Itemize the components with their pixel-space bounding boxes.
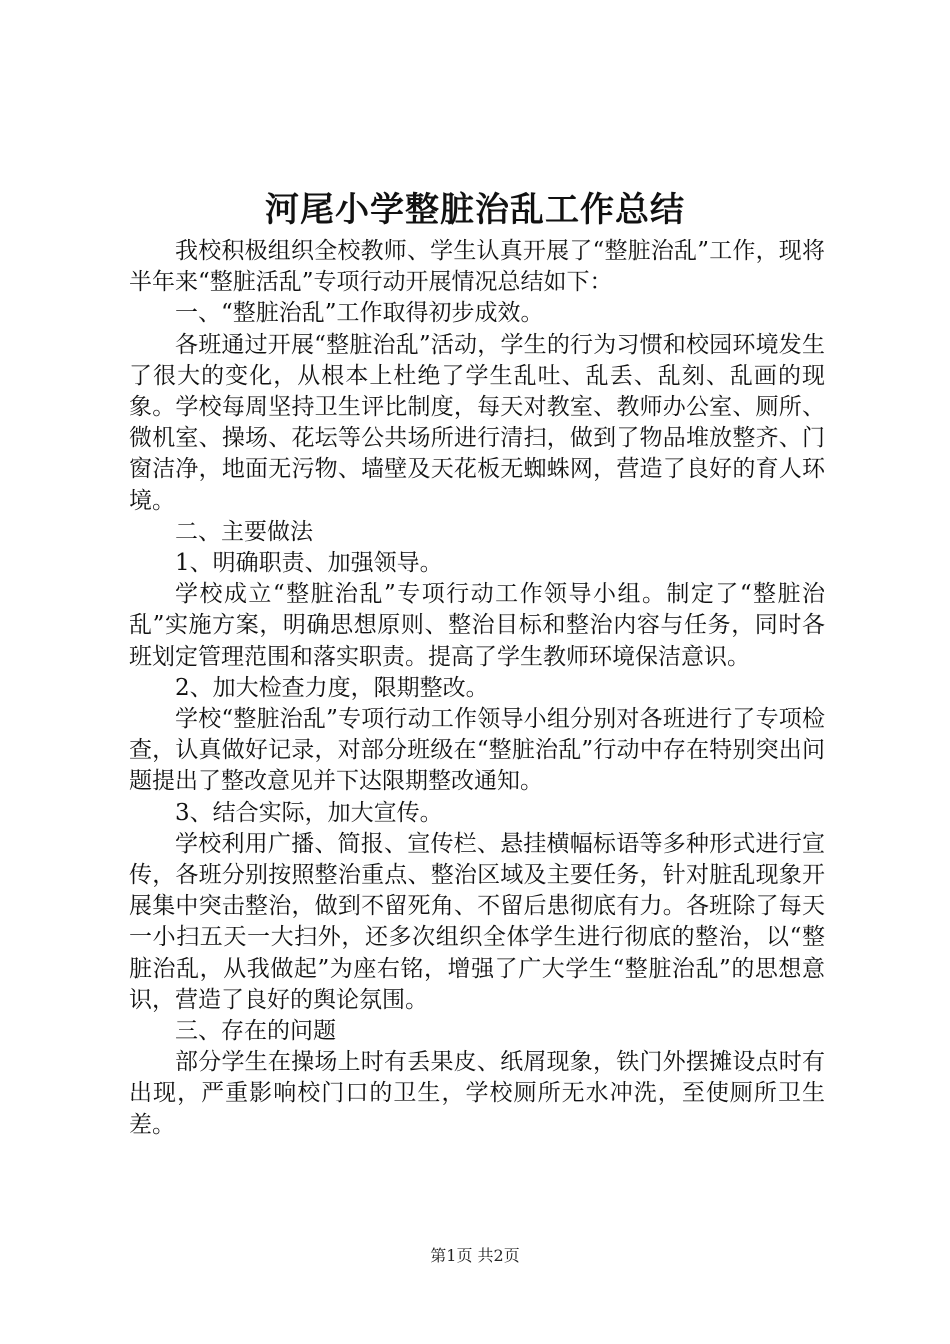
document-title: 河尾小学整脏治乱工作总结	[265, 190, 685, 230]
paragraph-leadership: 学校成立“整脏治乱”专项行动工作领导小组。制定了“整脏治乱”实施方案，明确思想原则、整治目标和整治内容与任务，同时各班划定管理范围和落实职责。提高了学生教师环境保洁意识。	[129, 581, 825, 670]
page-footer: 第1页 共2页	[430, 1246, 520, 1265]
subheading-2: 2、加大检查力度，限期整改。	[175, 674, 489, 701]
subheading-1: 1、明确职责、加强领导。	[175, 550, 443, 577]
heading-section-3: 三、存在的问题	[175, 1018, 336, 1045]
paragraph-publicity: 学校利用广播、简报、宣传栏、悬挂横幅标语等多种形式进行宣传，各班分别按照整治重点、整治区域及主要任务，针对脏乱现象开展集中突击整治，做到不留死角、不留后患彻底有力。各班除了每天一小扫五天一大扫外，还多次组织全体学生进行彻底的整治，以“整脏治乱，从我做起”为座右铭，增强了广大学生“整脏治乱”的思想意识，营造了良好的舆论氛围。	[129, 830, 825, 1013]
paragraph-problems: 部分学生在操场上时有丢果皮、纸屑现象，铁门外摆摊设点时有出现，严重影响校门口的卫生，学校厕所无水冲洗，至使厕所卫生差。	[129, 1049, 825, 1138]
document-body	[129, 236, 825, 1141]
subheading-3: 3、结合实际，加大宣传。	[175, 799, 443, 826]
paragraph-inspection: 学校“整脏治乱”专项行动工作领导小组分别对各班进行了专项检查，认真做好记录，对部分班级在“整脏治乱”行动中存在特别突出问题提出了整改意见并下达限期整改通知。	[129, 706, 825, 795]
heading-section-1: 一、“整脏治乱”工作取得初步成效。	[175, 300, 544, 327]
paragraph-results: 各班通过开展“整脏治乱”活动，学生的行为习惯和校园环境发生了很大的变化，从根本上杜绝了学生乱吐、乱丢、乱刻、乱画的现象。学校每周坚持卫生评比制度，每天对教室、教师办公室、厕所、微机室、操场、花坛等公共场所进行清扫，做到了物品堆放整齐、门窗洁净，地面无污物、墙壁及天花板无蜘蛛网，营造了良好的育人环境。	[129, 331, 825, 514]
heading-section-2: 二、主要做法	[175, 518, 313, 545]
paragraph-intro: 我校积极组织全校教师、学生认真开展了“整脏治乱”工作，现将半年来“整脏活乱”专项行动开展情况总结如下：	[129, 238, 825, 296]
